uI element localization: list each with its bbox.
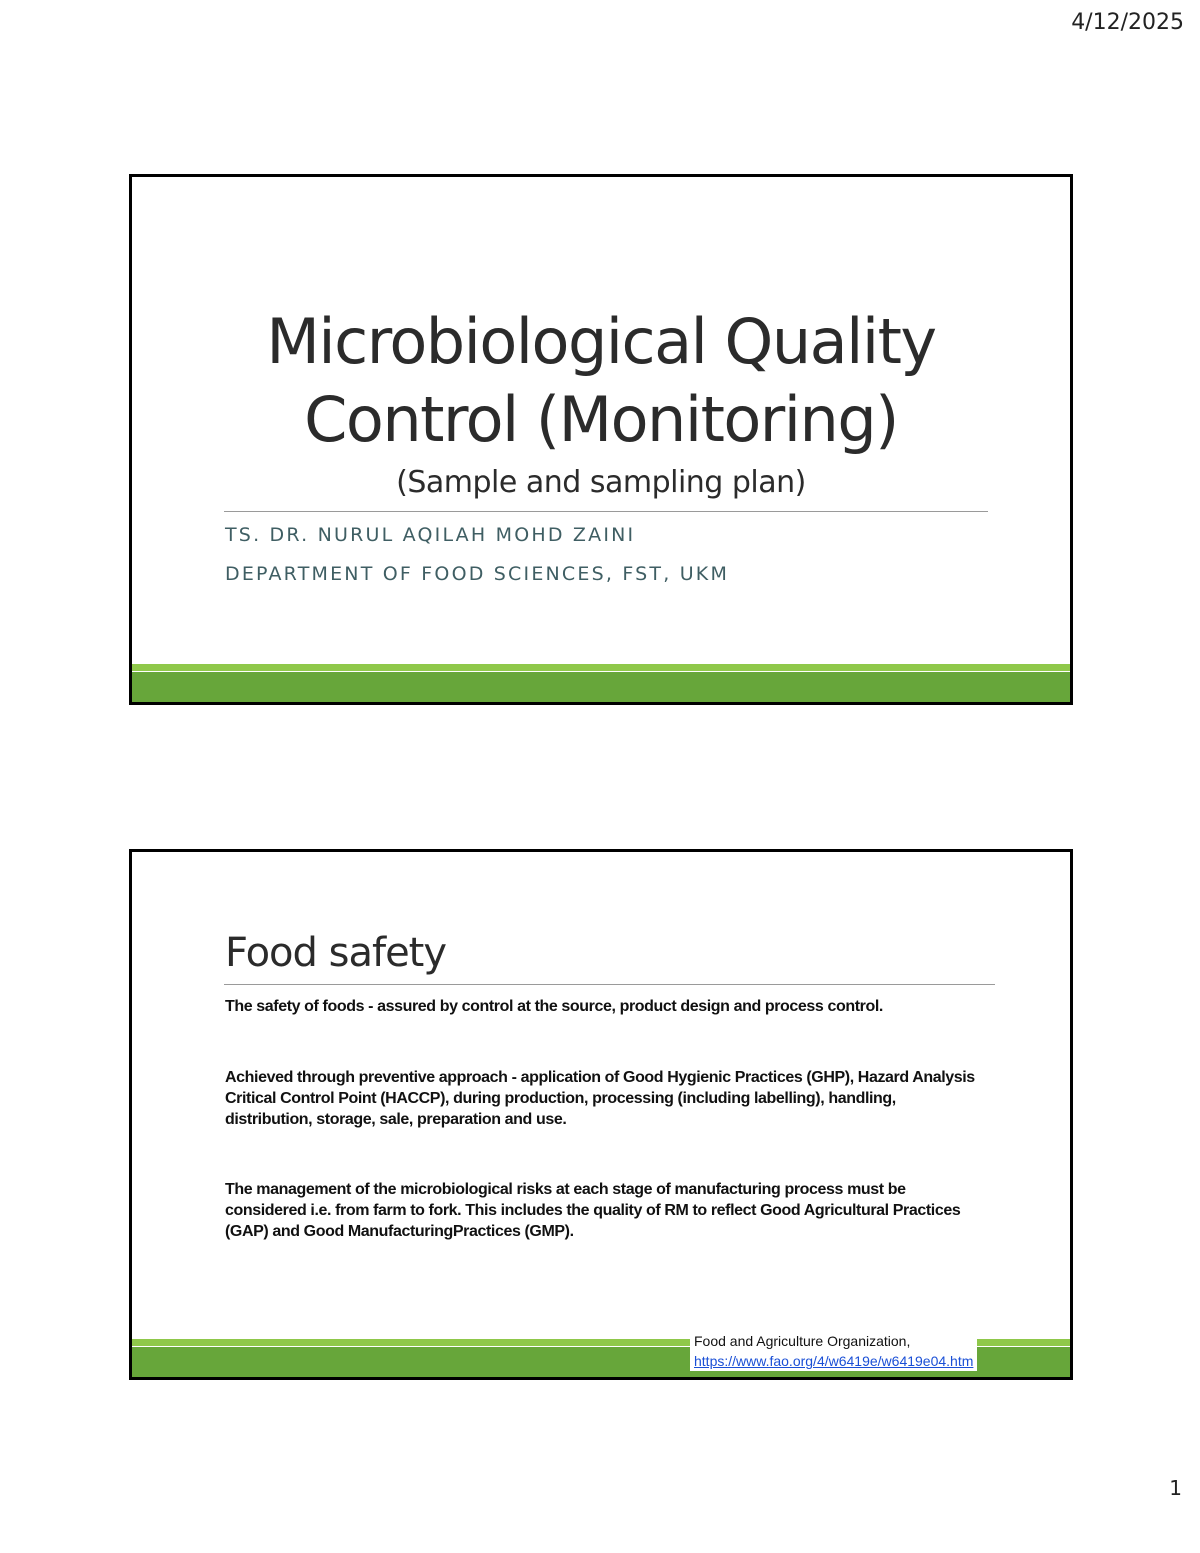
slide-title-line-2: Control (Monitoring)	[304, 383, 898, 456]
title-divider	[224, 511, 988, 512]
slide-heading: Food safety	[225, 930, 447, 976]
page-date: 4/12/2025	[1071, 10, 1184, 35]
title-slide	[129, 174, 1073, 705]
heading-divider	[224, 984, 995, 985]
slide-title	[132, 303, 1070, 459]
paragraph-risk-management: The management of the microbiological risks at each stage of manufacturing process must be considered i.e. from farm to fork. This includes the quality of RM to reflect Good Agricultural Practices (GAP) and Good ManufacturingPractices (GMP).	[225, 1181, 961, 1240]
source-citation	[690, 1329, 977, 1371]
author-department: DEPARTMENT OF FOOD SCIENCES, FST, UKM	[225, 563, 730, 585]
source-label: Food and Agriculture Organization,	[694, 1333, 911, 1349]
paragraph-preventive-approach: Achieved through preventive approach - application of Good Hygienic Practices (GHP), Hazard Analysis Critical Control Point (HACCP), during production, processing (including labelling), handling, distribution, storage, sale, preparation and use.	[225, 1069, 975, 1128]
slide-title-line-1: Microbiological Quality	[266, 305, 936, 378]
author-name: TS. DR. NURUL AQILAH MOHD ZAINI	[225, 524, 636, 546]
content-slide	[129, 849, 1073, 1380]
slide-subtitle: (Sample and sampling plan)	[396, 465, 806, 500]
page-number: 1	[1169, 1476, 1182, 1500]
source-link[interactable]: https://www.fao.org/4/w6419e/w6419e04.htm	[694, 1353, 974, 1369]
paragraph-food-safety: The safety of foods - assured by control at the source, product design and process control.	[225, 998, 883, 1015]
accent-bar-light	[132, 664, 1070, 671]
accent-bar-dark	[132, 672, 1070, 702]
